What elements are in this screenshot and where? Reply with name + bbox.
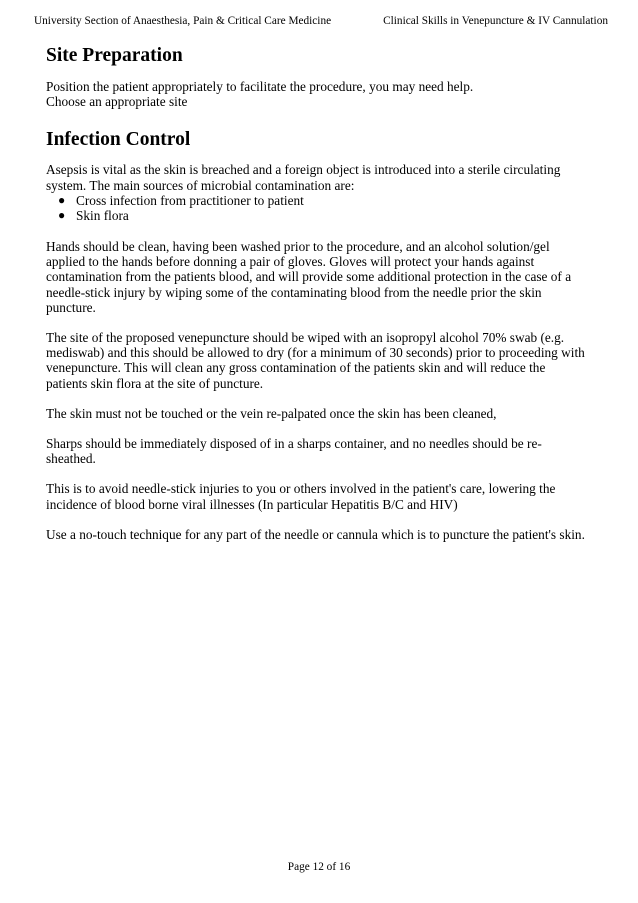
site-prep-line-1: Position the patient appropriately to facilitate the procedure, you may need help. [46, 79, 474, 94]
page-number: Page 12 of 16 [287, 861, 351, 873]
infection-intro: Asepsis is vital as the skin is breached and a foreign object is introduced into a sterile circulating system. The main sources of microbial contamination are: [46, 162, 561, 193]
paragraph-sharps: Sharps should be immediately disposed of in a sharps container, and no needles should be re-sheathed. [46, 436, 542, 467]
list-item-text: Cross infection from practitioner to patient [76, 192, 304, 208]
list-item [46, 208, 586, 224]
header-institution: University Section of Anaesthesia, Pain & Critical Care Medicine [34, 15, 332, 27]
site-prep-line-2: Choose an appropriate site [46, 94, 188, 110]
list-item-text: Skin flora [76, 208, 129, 224]
header-course-title: Clinical Skills in Venepuncture & IV Cannulation [383, 15, 608, 27]
page-footer [0, 860, 638, 874]
contamination-sources-list [46, 193, 586, 224]
document-body [46, 44, 586, 542]
bullet-icon: ● [58, 208, 66, 223]
bullet-icon: ● [58, 192, 66, 207]
list-item [46, 193, 586, 209]
paragraph-needle-stick: This is to avoid needle-stick injuries to you or others involved in the patient's care, lowering the incidence of blood borne viral illnesses (In particular Hepatitis B/C and HIV) [46, 481, 556, 512]
paragraph-hands-gloves: Hands should be clean, having been washed prior to the procedure, and an alcohol solution/gel applied to the hands before donning a pair of gloves. Gloves will protect your hands against contamination from the patients blood, and will provide some additional protection in the case of a needle-stick injury by wiping some of the contaminating blood from the needle prior the skin puncture. [46, 239, 572, 315]
heading-infection-control: Infection Control [46, 129, 191, 151]
paragraph-no-touch-skin: The skin must not be touched or the vein re-palpated once the skin has been cleaned, [46, 405, 497, 421]
paragraph-no-touch-technique: Use a no-touch technique for any part of the needle or cannula which is to puncture the patient's skin. [46, 526, 585, 542]
paragraph-site-swab: The site of the proposed venepuncture should be wiped with an isopropyl alcohol 70% swab (e.g. mediswab) and this should be allowed to dry (for a minimum of 30 seconds) prior to proceeding with venepuncture. This will clean any gross contamination of the patients skin and will reduce the patients skin flora at the site of puncture. [46, 330, 585, 391]
heading-site-preparation: Site Preparation [46, 45, 183, 66]
